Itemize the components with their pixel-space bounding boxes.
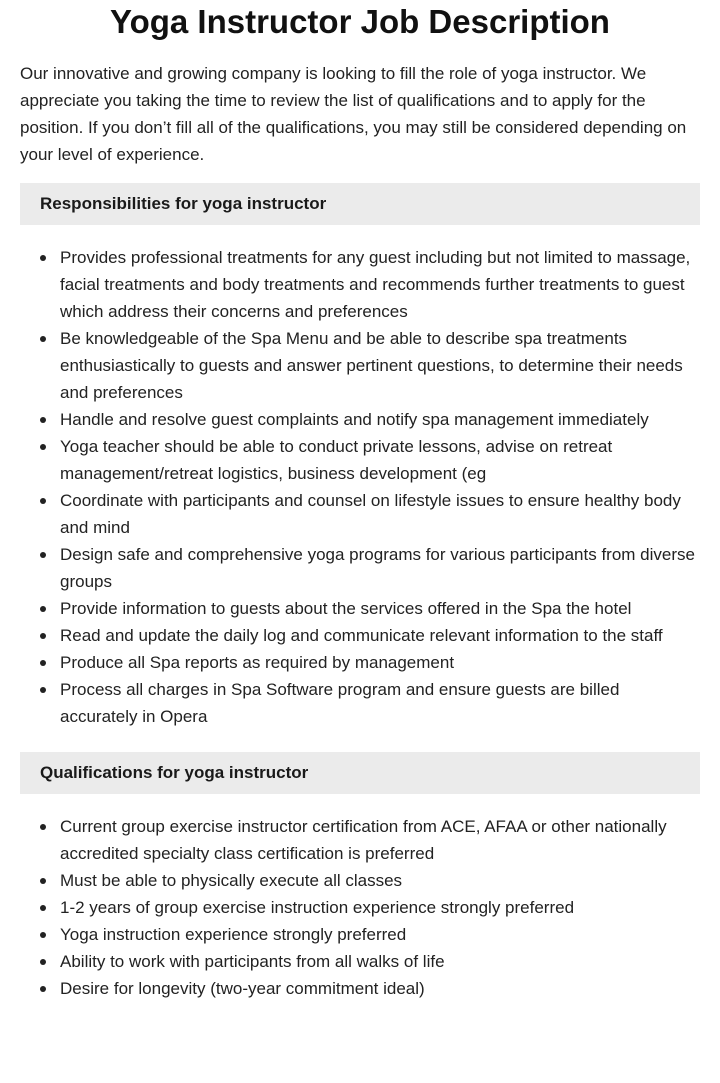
list-item bbox=[20, 595, 700, 622]
bullet-icon bbox=[40, 824, 46, 830]
list-item-text: Handle and resolve guest complaints and notify spa management immediately bbox=[60, 410, 649, 429]
list-item bbox=[20, 813, 700, 867]
list-item-text: Desire for longevity (two-year commitment ideal) bbox=[60, 979, 425, 998]
list-item-text: Coordinate with participants and counsel on lifestyle issues to ensure healthy body and mind bbox=[60, 491, 681, 537]
bullet-icon bbox=[40, 606, 46, 612]
bullet-icon bbox=[40, 878, 46, 884]
list-item-text: Be knowledgeable of the Spa Menu and be able to describe spa treatments enthusiastically to guests and answer pertinent questions, to determine their needs and preferences bbox=[60, 329, 683, 402]
list-item bbox=[20, 406, 700, 433]
bullet-icon bbox=[40, 255, 46, 261]
bullet-icon bbox=[40, 336, 46, 342]
qualifications-list bbox=[20, 813, 700, 1002]
list-item-text: Yoga teacher should be able to conduct private lessons, advise on retreat management/retreat logistics, business development (eg bbox=[60, 437, 613, 483]
bullet-icon bbox=[40, 986, 46, 992]
list-item bbox=[20, 244, 700, 325]
bullet-icon bbox=[40, 932, 46, 938]
bullet-icon bbox=[40, 633, 46, 639]
list-item-text: Provide information to guests about the services offered in the Spa the hotel bbox=[60, 599, 632, 618]
bullet-icon bbox=[40, 552, 46, 558]
list-item bbox=[20, 867, 700, 894]
list-item bbox=[20, 676, 700, 730]
list-item bbox=[20, 487, 700, 541]
list-item bbox=[20, 541, 700, 595]
list-item-text: Must be able to physically execute all classes bbox=[60, 871, 403, 890]
list-item bbox=[20, 325, 700, 406]
list-item-text: Current group exercise instructor certification from ACE, AFAA or other nationally accredited specialty class certification is preferred bbox=[60, 817, 667, 863]
qualifications-heading: Qualifications for yoga instructor bbox=[20, 752, 700, 794]
bullet-icon bbox=[40, 687, 46, 693]
list-item bbox=[20, 975, 700, 1002]
bullet-icon bbox=[40, 905, 46, 911]
list-item-text: Produce all Spa reports as required by management bbox=[60, 653, 455, 672]
list-item-text: 1-2 years of group exercise instruction experience strongly preferred bbox=[60, 898, 575, 917]
list-item-text: Provides professional treatments for any guest including but not limited to massage, facial treatments and body treatments and recommends further treatments to guest which address their concerns and preferences bbox=[60, 248, 691, 321]
bullet-icon bbox=[40, 444, 46, 450]
page-title: Yoga Instructor Job Description bbox=[110, 3, 610, 40]
list-item-text: Ability to work with participants from all walks of life bbox=[60, 952, 445, 971]
list-item bbox=[20, 433, 700, 487]
bullet-icon bbox=[40, 660, 46, 666]
bullet-icon bbox=[40, 417, 46, 423]
list-item-text: Read and update the daily log and communicate relevant information to the staff bbox=[60, 626, 663, 645]
list-item-text: Yoga instruction experience strongly preferred bbox=[60, 925, 407, 944]
list-item bbox=[20, 649, 700, 676]
list-item bbox=[20, 921, 700, 948]
bullet-icon bbox=[40, 498, 46, 504]
list-item bbox=[20, 948, 700, 975]
bullet-icon bbox=[40, 959, 46, 965]
list-item bbox=[20, 894, 700, 921]
intro-paragraph: Our innovative and growing company is looking to fill the role of yoga instructor. We appreciate you taking the time to review the list of qualifications and to apply for the position. If you don’t fill all of the qualifications, you may still be considered depending on your level of experience. bbox=[20, 64, 687, 164]
list-item-text: Design safe and comprehensive yoga programs for various participants from diverse groups bbox=[60, 545, 695, 591]
responsibilities-heading: Responsibilities for yoga instructor bbox=[20, 183, 700, 225]
responsibilities-list bbox=[20, 244, 700, 730]
list-item-text: Process all charges in Spa Software program and ensure guests are billed accurately in Opera bbox=[60, 680, 620, 726]
list-item bbox=[20, 622, 700, 649]
